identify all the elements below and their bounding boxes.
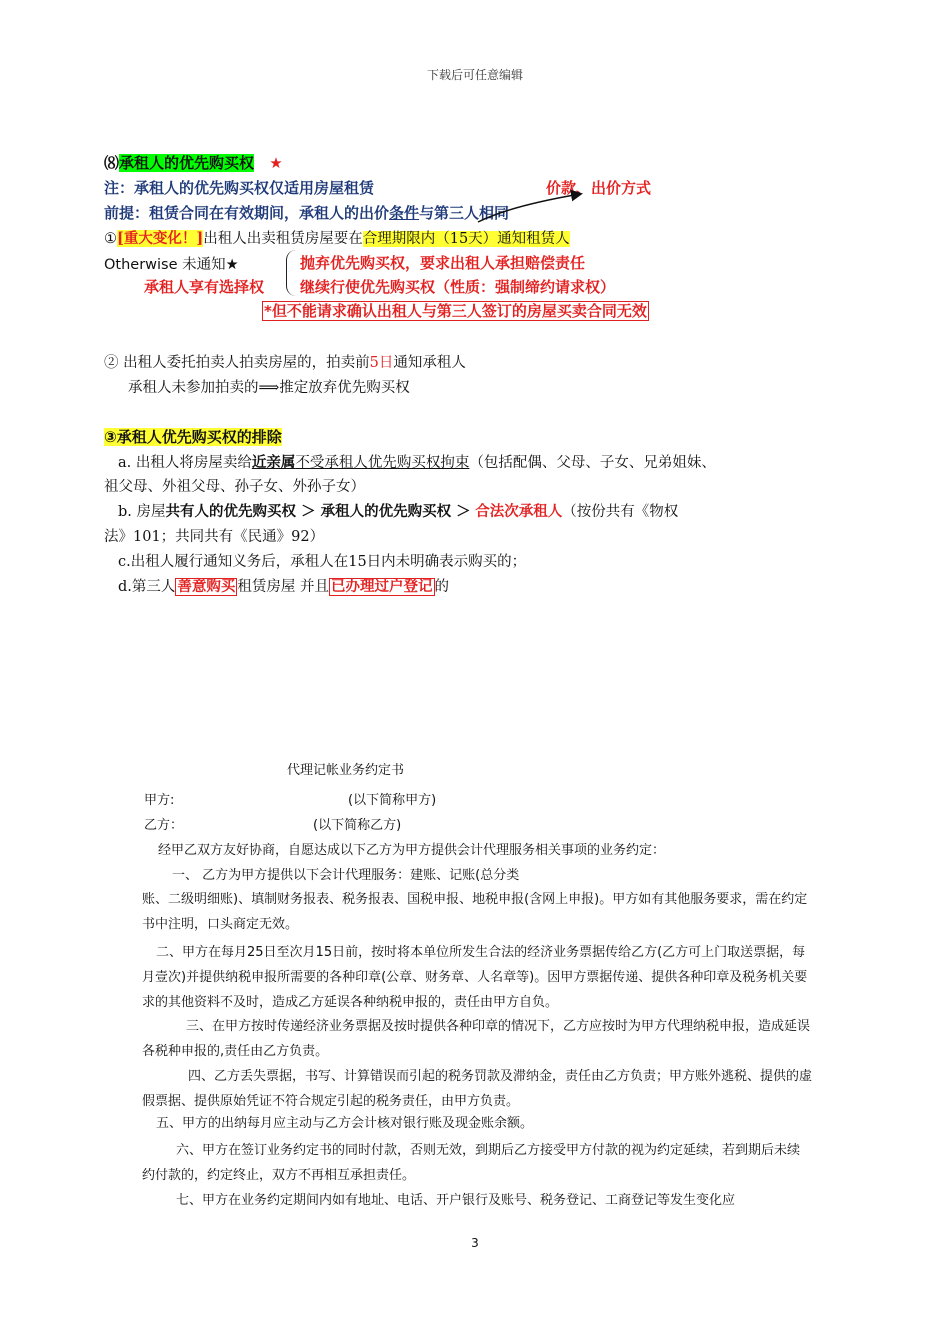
- arrow-label: 价款、出价方式: [546, 179, 652, 197]
- section-heading: [104, 152, 283, 173]
- clause-6: 六、甲方在签订业务约定书的同时付款，否则无效，到期后乙方接受甲方付款的视为约定延续，若到期后未续约付款的，约定终止，双方不再相互承担责任。: [142, 1143, 801, 1183]
- warning-text: *但不能请求确认出租人与第三人签订的房屋买卖合同无效: [264, 302, 647, 320]
- item-b-pre: b. 房屋: [118, 504, 166, 520]
- clause-5: 五、甲方的出纳每月应主动与乙方会计核对银行账及现金账余额。: [156, 1116, 534, 1131]
- item-1-number: ①: [104, 231, 117, 247]
- item-d-post: 的: [434, 579, 450, 595]
- party-a-label: 甲方:: [144, 793, 175, 808]
- item-b: [118, 500, 678, 521]
- major-change-badge: [重大变化！]: [117, 230, 204, 247]
- clause-4: 四、乙方丢失票据，书写、计算错误而引起的税务罚款及滞纳金，责任由乙方负责；甲方账外逃税、提供的虚假票据、提供原始凭证不符合规定引起的税务责任，由甲方负责。: [142, 1069, 813, 1109]
- heading-text: 承租人的优先购买权: [119, 154, 255, 172]
- page-header: 下载后可任意编辑: [426, 68, 523, 82]
- option-1: 抛弃优先购买权，要求出租人承担赔偿责任: [300, 254, 586, 272]
- warning-line: [262, 300, 649, 321]
- premise-condition: 条件: [389, 204, 420, 222]
- contract-intro: 经甲乙双方友好协商，自愿达成以下乙方为甲方提供会计代理服务相关事项的业务约定：: [158, 843, 666, 858]
- contract-title: 代理记帐业务约定书: [287, 763, 405, 778]
- clause-2: 二、甲方在每月25日至次月15日前，按时将本单位所发生合法的经济业务票据传给乙方(乙方可上门取送票据，每月壹次)并提供纳税申报所需要的各种印章(公章、财务章、人名章等)。因甲方票据传递、提供各种印章及税务机关要求的其他资料不及时，造成乙方延误各种纳税申报的，责任由甲方自负。: [142, 945, 808, 1010]
- item-a-line-2: 祖父母、外祖父母、孙子女、外孙子女）: [104, 479, 365, 495]
- item-b-line-2: 法》101；共同共有《民通》92）: [104, 529, 325, 545]
- item-b-priority: 共有人的优先购买权 ＞ 承租人的优先购买权 ＞: [165, 504, 471, 520]
- item-2-days: 5日: [369, 355, 394, 371]
- item-2-line-2: [128, 376, 410, 397]
- note-line: 注：承租人的优先购买权仅适用房屋租赁: [104, 179, 375, 197]
- item-1-highlight: 合理期限内（15天）通知租赁人: [362, 231, 570, 247]
- premise-text-a: 前提：租赁合同在有效期间，承租人的出价: [104, 204, 390, 222]
- item-d-registered: 已办理过户登记: [331, 579, 433, 595]
- otherwise-label: Otherwise 未通知★: [104, 257, 239, 273]
- item-d: [118, 575, 449, 596]
- page-number: 3: [471, 1236, 479, 1250]
- item-d-mid: 租赁房屋 并且: [237, 579, 330, 595]
- item-3-heading-text: ③承租人优先购买权的排除: [104, 428, 282, 446]
- clause-3: 三、在甲方按时传递经济业务票据及按时提供各种印章的情况下，乙方应按时为甲方代理纳税申报，造成延误各税种申报的,责任由乙方负责。: [142, 1019, 811, 1059]
- implies-arrow-icon: ⟹: [258, 380, 280, 396]
- clause-1-line-1: 一、 乙方为甲方提供以下会计代理服务：建账、记账(总分类: [172, 868, 520, 883]
- item-1: [104, 227, 570, 248]
- party-b-note: (以下简称乙方): [313, 818, 402, 833]
- item-2: [104, 351, 466, 372]
- clause-7: 七、甲方在业务约定期间内如有地址、电话、开户银行及账号、税务登记、工商登记等发生变化应: [176, 1193, 736, 1208]
- item-c: c.出租人履行通知义务后，承租人在15日内未明确表示购买的；: [118, 554, 527, 570]
- item-3-heading: [104, 426, 282, 447]
- item-a: [118, 451, 716, 472]
- option-2: 继续行使优先购买权（性质：强制缔约请求权）: [300, 278, 616, 296]
- item-a-relatives: 近亲属: [251, 454, 296, 471]
- arrow-icon: [470, 186, 600, 226]
- party-a-note: (以下简称甲方): [348, 793, 437, 808]
- premise-text-c: 与第三人相同: [419, 204, 510, 222]
- item-a-underlined: 不受承租人优先购买权拘束: [295, 455, 470, 471]
- item-2-line-2-b: 推定放弃优先购买权: [279, 380, 410, 396]
- item-2-text-b: 通知承租人: [393, 355, 466, 371]
- party-b-label: 乙方：: [144, 818, 184, 833]
- brace: [286, 250, 297, 296]
- item-b-post: （按份共有《物权: [562, 504, 679, 520]
- item-1-text: 出租人出卖租赁房屋要在: [203, 231, 363, 247]
- item-2-text-a: ② 出租人委托拍卖人拍卖房屋的，拍卖前: [104, 355, 370, 371]
- premise-line: [104, 202, 509, 223]
- item-b-subtenant: 合法次承租人: [475, 504, 563, 520]
- heading-number: ⑻: [104, 154, 120, 172]
- item-2-line-2-a: 承租人未参加拍卖的: [128, 380, 259, 396]
- item-d-good-faith: 善意购买: [177, 579, 236, 595]
- star-icon: ★: [269, 154, 283, 172]
- item-d-pre: d.第三人: [118, 579, 176, 595]
- choice-label: 承租人享有选择权: [144, 278, 265, 296]
- item-a-pre: a. 出租人将房屋卖给: [118, 455, 252, 471]
- item-a-post: （包括配偶、父母、子女、兄弟姐妹、: [469, 455, 716, 471]
- clause-1-body: 账、二级明细账)、填制财务报表、税务报表、国税申报、地税申报(含网上申报)。甲方如有其他服务要求，需在约定书中注明，口头商定无效。: [142, 892, 808, 932]
